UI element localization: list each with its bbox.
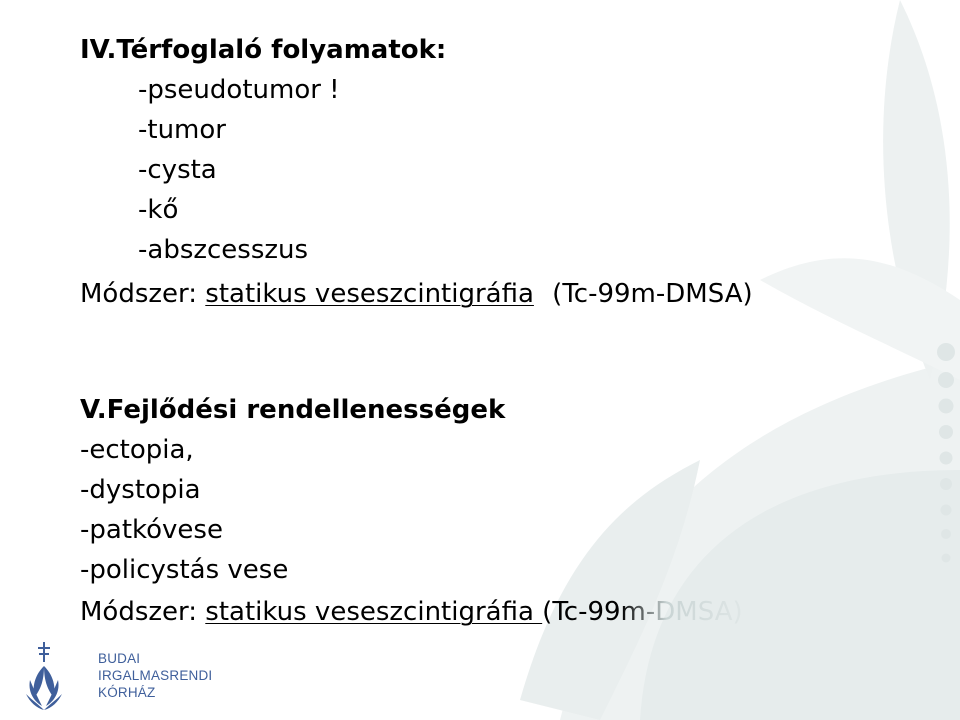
- section-4-heading: IV.Térfoglaló folyamatok:: [80, 35, 447, 65]
- list-item: -pseudotumor !: [138, 75, 340, 105]
- list-item: -cysta: [138, 155, 217, 185]
- list-item: -ectopia,: [80, 435, 194, 465]
- hospital-logo: [26, 640, 213, 710]
- method-link[interactable]: statikus veseszcintigráfia: [205, 597, 543, 627]
- method-label: Módszer:: [80, 279, 198, 309]
- section-4-method-line: [80, 278, 753, 310]
- list-item: -tumor: [138, 115, 226, 145]
- logo-text-line-3: KÓRHÁZ: [98, 685, 156, 700]
- section-5-method-line: [80, 596, 743, 628]
- list-item: -patkóvese: [80, 515, 223, 545]
- lotus-cross-icon: [26, 640, 86, 712]
- method-link[interactable]: statikus veseszcintigráfia: [205, 279, 534, 309]
- method-suffix-faded: 9m-DMSA): [604, 597, 743, 627]
- method-label: Módszer:: [80, 597, 198, 627]
- section-5-heading: V.Fejlődési rendellenességek: [80, 395, 506, 425]
- list-item: -policystás vese: [80, 555, 289, 585]
- logo-text-line-1: BUDAI: [98, 651, 141, 666]
- method-suffix: (Tc-9: [542, 597, 604, 627]
- list-item: -dystopia: [80, 475, 201, 505]
- logo-text-line-2: IRGALMASRENDI: [98, 668, 213, 683]
- method-suffix: (Tc-99m-DMSA): [552, 279, 753, 309]
- list-item: -kő: [138, 195, 179, 225]
- list-item: -abszcesszus: [138, 235, 309, 265]
